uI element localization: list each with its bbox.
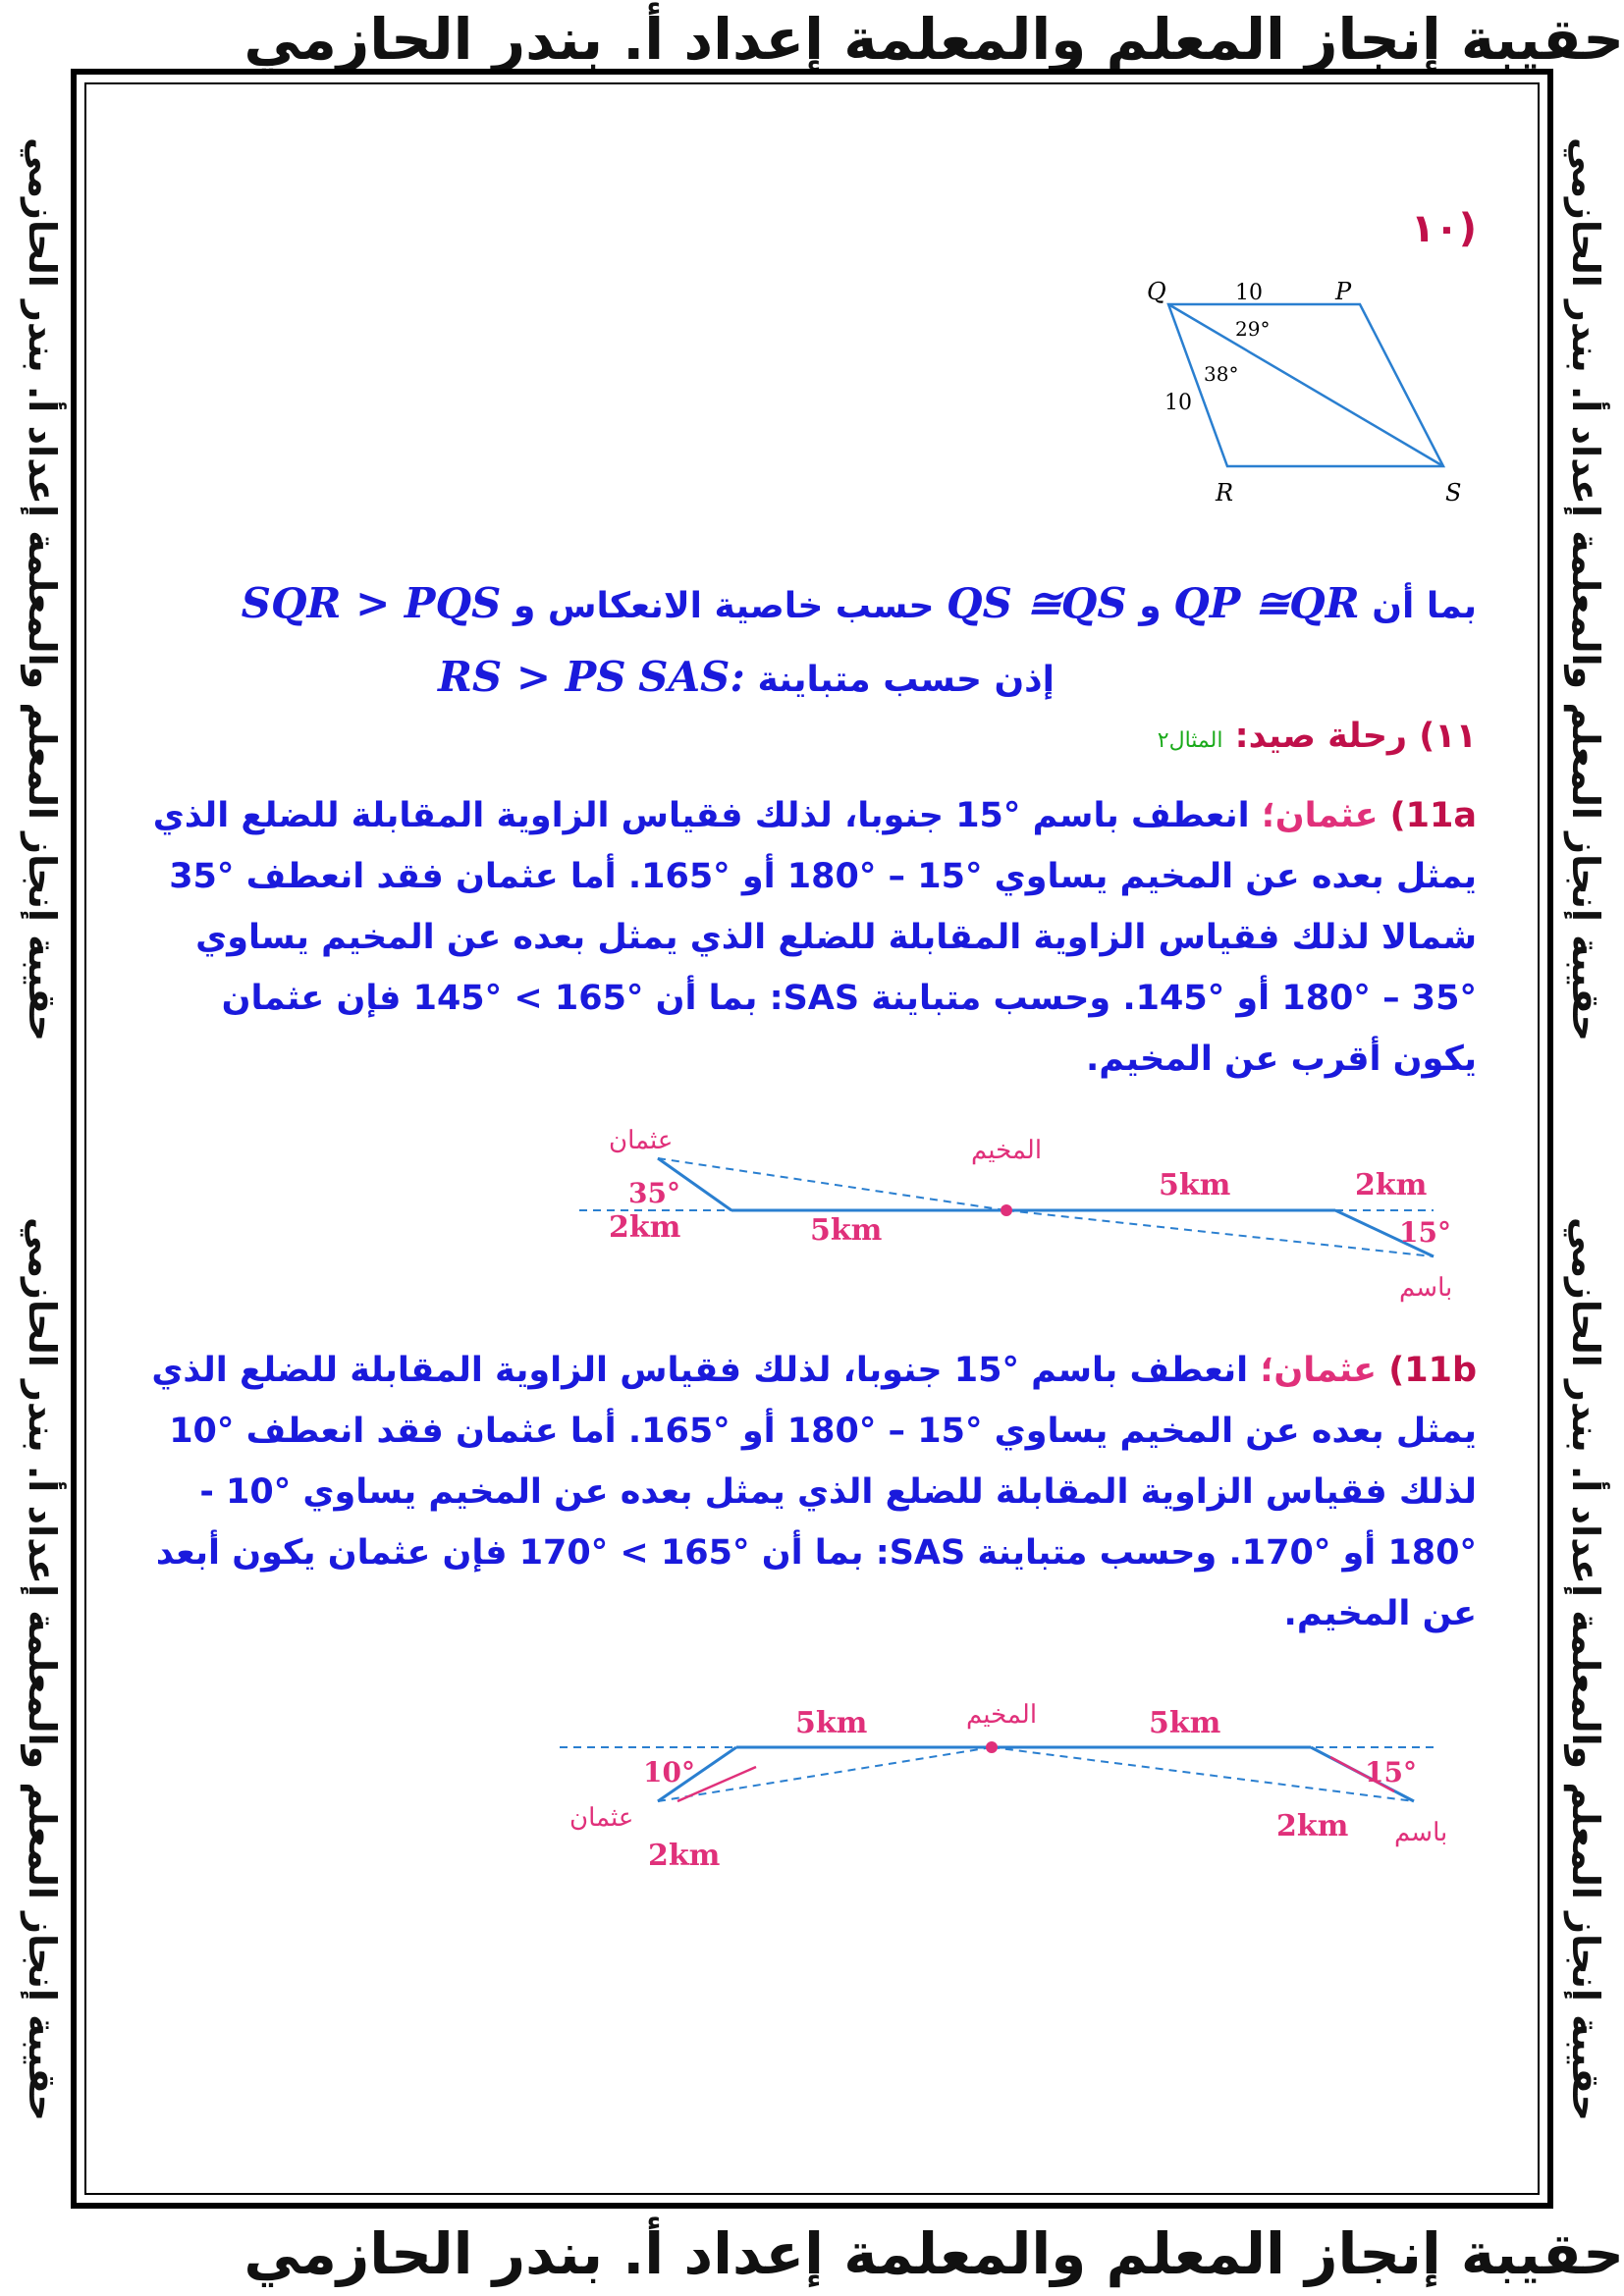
camp-label: المخيم bbox=[965, 1700, 1038, 1730]
angle-right: 15° bbox=[1399, 1216, 1451, 1249]
vertex-r: R bbox=[1216, 479, 1234, 507]
side-text: حقيبة إنجاز المعلم والمعلمة إعداد أ. بندر الحازمي bbox=[21, 136, 64, 1041]
math-qp-qr: QP ≅QR bbox=[1173, 579, 1360, 627]
right-side-banner bbox=[1551, 49, 1620, 2209]
name-othman: عثمان؛ bbox=[1261, 796, 1379, 835]
text: حسب خاصية الانعكاس و bbox=[513, 586, 935, 626]
distance-label: 2km bbox=[1355, 1168, 1428, 1202]
page-header: حقيبة إنجاز المعلم والمعلمة إعداد أ. بندر الحازمي bbox=[244, 6, 1624, 73]
page-footer: حقيبة إنجاز المعلم والمعلمة إعداد أ. بندر الحازمي bbox=[244, 2220, 1624, 2287]
q11b-paragraph bbox=[151, 1340, 1477, 1644]
angle-29-label: 29° bbox=[1235, 317, 1271, 341]
basem-distance bbox=[1006, 1210, 1434, 1256]
side-left-label: 10 bbox=[1164, 391, 1192, 415]
text: بما أن bbox=[1372, 586, 1477, 626]
part-label: 11a) bbox=[1389, 796, 1477, 835]
othman-label: عثمان bbox=[609, 1126, 674, 1155]
distance-label: 5km bbox=[1159, 1168, 1231, 1202]
camp-label: المخيم bbox=[970, 1136, 1043, 1165]
name-othman: عثمان؛ bbox=[1260, 1351, 1378, 1390]
distance-label: 5km bbox=[795, 1706, 868, 1740]
question-number: ١١) bbox=[1419, 717, 1477, 756]
text: و bbox=[1139, 586, 1162, 626]
side-text: حقيبة إنجاز المعلم والمعلمة إعداد أ. بندر الحازمي bbox=[21, 1216, 64, 2121]
question-title: رحلة صيد: bbox=[1234, 717, 1408, 756]
q10-line-2 bbox=[151, 653, 1477, 701]
camp-point bbox=[986, 1741, 998, 1753]
part-label: 11b) bbox=[1388, 1351, 1477, 1390]
distance-label: 2km bbox=[1276, 1809, 1349, 1843]
text: إذن حسب متباينة bbox=[757, 660, 1055, 700]
math-rs-ps: RS > PS bbox=[438, 653, 626, 701]
distance-label: 2km bbox=[648, 1839, 721, 1873]
q10-line-1 bbox=[242, 579, 1477, 627]
basem-label: باسم bbox=[1394, 1818, 1448, 1847]
math-sqr-pqs: SQR > PQS bbox=[241, 579, 502, 627]
distance-label: 5km bbox=[810, 1213, 883, 1248]
q11a-diagram bbox=[569, 1114, 1492, 1310]
side-text: حقيبة إنجاز المعلم والمعلمة إعداد أ. بندر الحازمي bbox=[1564, 1216, 1607, 2121]
vertex-q: Q bbox=[1147, 278, 1166, 305]
side-text: حقيبة إنجاز المعلم والمعلمة إعداد أ. بندر الحازمي bbox=[1564, 136, 1607, 1041]
othman-label: عثمان bbox=[569, 1803, 634, 1833]
math-qs-qs: QS ≅QS bbox=[947, 579, 1127, 627]
basem-label: باسم bbox=[1399, 1273, 1453, 1303]
angle-left: 10° bbox=[643, 1756, 695, 1789]
side-top-label: 10 bbox=[1235, 281, 1263, 305]
othman-distance bbox=[658, 1747, 992, 1801]
othman-distance bbox=[658, 1158, 1006, 1210]
distance-label: 5km bbox=[1149, 1706, 1221, 1740]
q11a-paragraph bbox=[151, 785, 1477, 1090]
example-ref: المثال٢ bbox=[1157, 728, 1223, 753]
camp-point bbox=[1001, 1204, 1012, 1216]
question-10-number: (١٠ bbox=[1410, 206, 1477, 251]
left-side-banner bbox=[8, 49, 77, 2209]
vertex-s: S bbox=[1445, 479, 1462, 507]
q11b-text: انعطف باسم °15 جنوبا، لذلك فقياس الزاوية المقابلة للضلع الذي يمثل بعده عن المخيم يساوي °15 – °180 أو °165. أما عثمان فقد انعطف °10 لذلك فقياس الزاوية المقابلة للضلع الذي يمثل بعده عن المخيم يساوي °10 - °180 أو °170. وحسب متباينة SAS: بما أن °165 > °170 فإن عثمان يكون أبعد عن المخيم. bbox=[151, 1351, 1477, 1633]
math-sas: SAS: bbox=[638, 653, 745, 701]
basem-distance bbox=[992, 1747, 1414, 1801]
angle-right: 15° bbox=[1365, 1756, 1417, 1789]
vertex-p: P bbox=[1335, 278, 1352, 305]
q11b-diagram bbox=[550, 1688, 1492, 1885]
parallelogram-figure bbox=[1129, 275, 1502, 510]
angle-38-label: 38° bbox=[1204, 362, 1239, 386]
angle-left: 35° bbox=[628, 1177, 680, 1209]
q11-heading bbox=[1158, 717, 1477, 756]
distance-label: 2km bbox=[609, 1210, 681, 1245]
q11a-text: انعطف باسم °15 جنوبا، لذلك فقياس الزاوية المقابلة للضلع الذي يمثل بعده عن المخيم يساوي °15 – °180 أو °165. أما عثمان فقد انعطف °35 شمالا لذلك فقياس الزاوية المقابلة للضلع الذي يمثل بعده عن المخيم يساوي °35 – °180 أو °145. وحسب متباينة SAS: بما أن °165 > °145 فإن عثمان يكون أقرب عن المخيم. bbox=[152, 796, 1477, 1079]
